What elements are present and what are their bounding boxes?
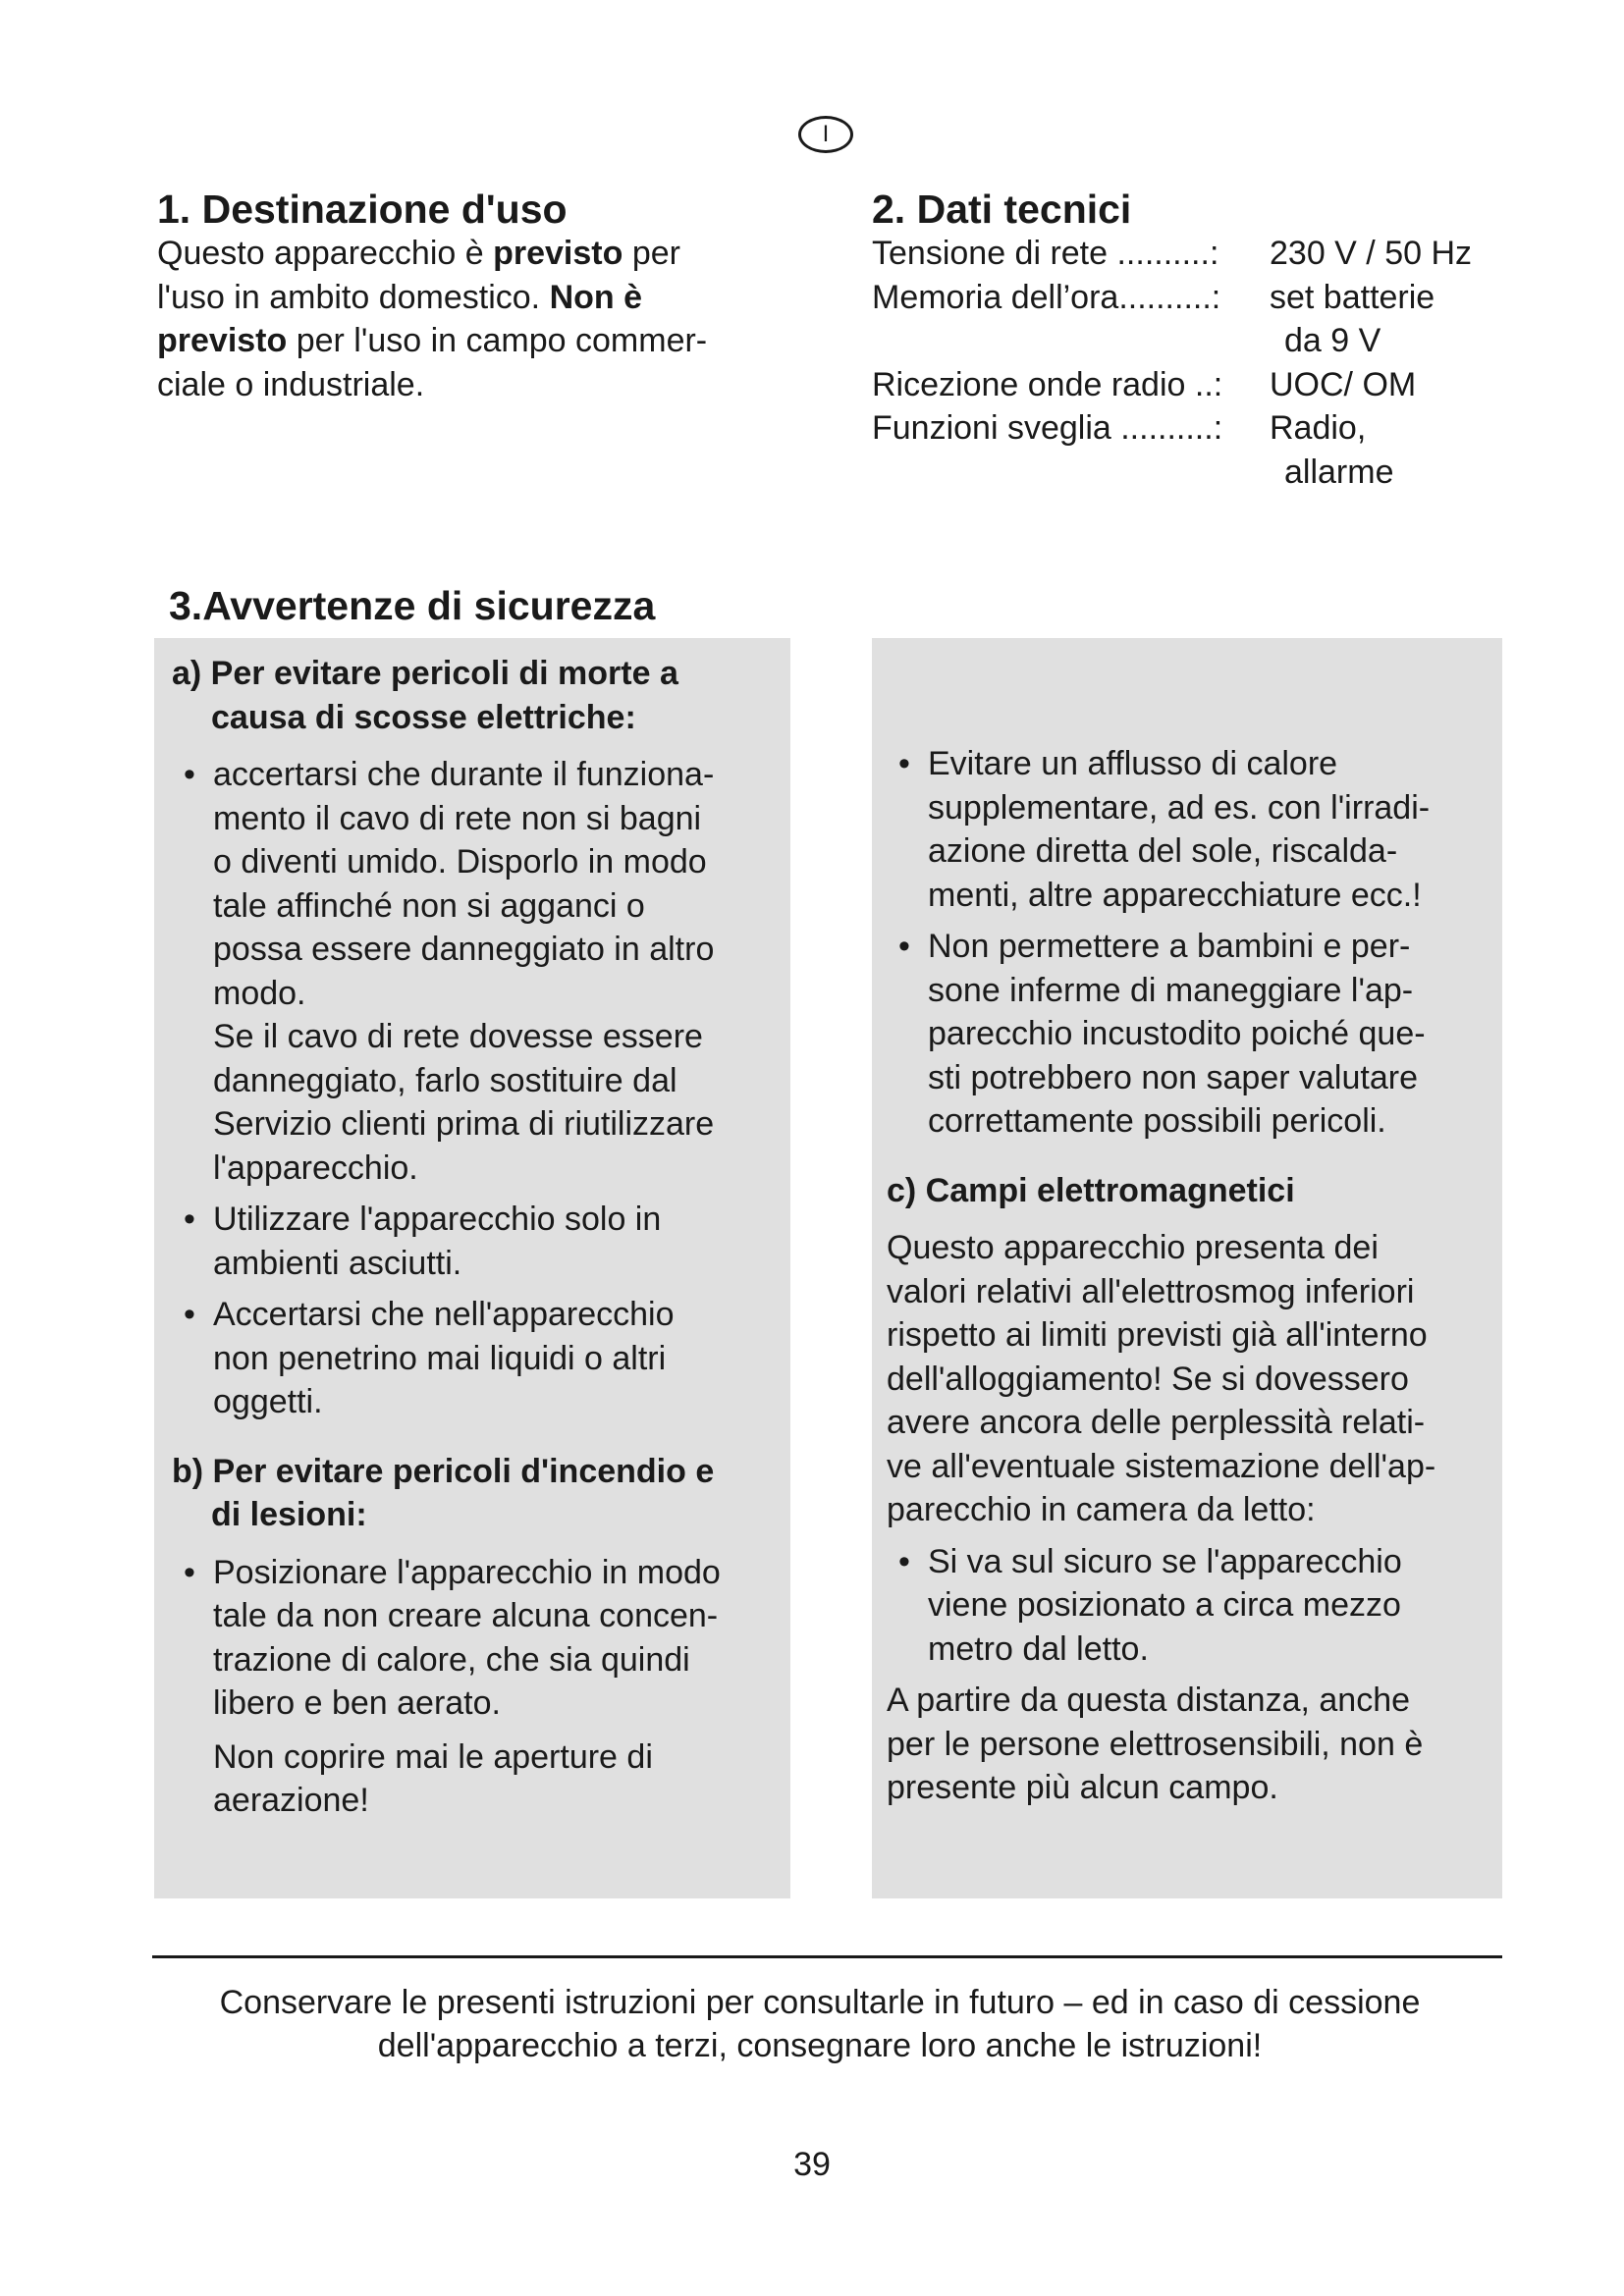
footer-line: Conservare le presenti istruzioni per consultarle in futuro – ed in caso di cessione [219, 1984, 1421, 2021]
line-text: menti, altre apparecchiature ecc.! [928, 876, 1422, 914]
bullet-item [887, 925, 1502, 1144]
spec-value: da 9 V [1284, 322, 1381, 359]
spec-row [872, 319, 1520, 363]
footer-divider [152, 1955, 1502, 1958]
bullet-icon: • [184, 1201, 195, 1238]
line-text: possa essere danneggiato in altro [213, 931, 715, 968]
line-text: Se il cavo di rete dovesse essere [213, 1018, 703, 1055]
emphasis-text: previsto [493, 235, 623, 272]
line-text: metro dal letto. [928, 1629, 1149, 1668]
line-text: mento il cavo di rete non si bagni [213, 799, 702, 837]
line-text: tale affinché non si agganci o [213, 886, 645, 925]
line-text: Evitare un afflusso di calore [928, 745, 1338, 782]
spec-row [872, 363, 1520, 407]
spec-row [872, 232, 1520, 276]
spec-value: Radio, [1270, 409, 1367, 447]
subheading [172, 652, 790, 739]
line-text: a) Per evitare pericoli di morte a [172, 655, 678, 692]
paragraph [887, 1226, 1502, 1532]
emphasis-text: Non è [549, 278, 643, 316]
bullet-icon: • [898, 745, 910, 782]
page-number: 39 [793, 2146, 831, 2183]
language-badge: I [798, 116, 853, 153]
line-text: sti potrebbero non saper valutare [928, 1058, 1418, 1096]
intended-use-line [157, 319, 785, 363]
section-3-header [169, 583, 655, 628]
spec-label: Funzioni sveglia ..........: [872, 409, 1223, 447]
subheading [172, 1450, 790, 1537]
section-3-title: 3.Avvertenze di sicurezza [169, 583, 656, 628]
line-text: di lesioni: [211, 1496, 367, 1533]
body-text: l'uso in ambito domestico. [157, 278, 550, 316]
section-technical-data [872, 187, 1520, 494]
body-text: per [623, 235, 680, 272]
bullet-item [887, 1540, 1502, 1672]
bullet-icon: • [898, 1542, 910, 1580]
line-text: avere ancora delle perplessità relati- [887, 1404, 1426, 1441]
line-text: tale da non creare alcuna concen- [213, 1597, 719, 1634]
spec-label: Ricezione onde radio ..: [872, 365, 1223, 403]
bullet-item [887, 742, 1502, 917]
line-text: aerazione! [213, 1782, 369, 1819]
line-text: b) Per evitare pericoli d'incendio e [172, 1452, 715, 1490]
spec-value: UOC/ OM [1270, 365, 1417, 403]
line-text: Utilizzare l'apparecchio solo in [213, 1201, 662, 1238]
indented-note [172, 1735, 790, 1823]
footer-line: dell'apparecchio a terzi, consegnare loro anche le istruzioni! [377, 2027, 1263, 2064]
line-text: viene posizionato a circa mezzo [928, 1586, 1401, 1624]
line-text: Si va sul sicuro se l'apparecchio [928, 1542, 1402, 1580]
line-text: A partire da questa distanza, anche [887, 1682, 1411, 1719]
line-text: accertarsi che durante il funziona- [213, 756, 715, 793]
section-1-text [157, 232, 785, 406]
bullet-item [172, 1293, 790, 1424]
line-text: Questo apparecchio presenta dei [887, 1229, 1379, 1266]
line-text: l'apparecchio. [213, 1148, 418, 1187]
line-text: non penetrino mai liquidi o altri [213, 1339, 667, 1377]
line-text: sone inferme di maneggiare l'ap- [928, 971, 1414, 1009]
intended-use-line [157, 232, 785, 276]
intended-use-line [157, 276, 785, 320]
spec-list [872, 232, 1520, 494]
bullet-item [172, 1551, 790, 1726]
safety-box-right [872, 638, 1502, 1898]
line-text: rispetto ai limiti previsti già all'interno [887, 1316, 1428, 1354]
spec-row [872, 406, 1520, 451]
bullet-item [172, 753, 790, 1190]
intended-use-line [157, 363, 785, 407]
line-text: supplementare, ad es. con l'irradi- [928, 788, 1431, 827]
footer-note [137, 1981, 1502, 2067]
line-text: presente più alcun campo. [887, 1769, 1278, 1806]
spec-label: Tensione di rete ..........: [872, 235, 1219, 272]
line-text: parecchio in camera da letto: [887, 1491, 1316, 1528]
line-text: ve all'eventuale sistemazione dell'ap- [887, 1447, 1436, 1485]
section-2-title: 2. Dati tecnici [872, 187, 1132, 232]
bullet-item [172, 1198, 790, 1285]
line-text: oggetti. [213, 1383, 323, 1420]
line-text: parecchio incustodito poiché que- [928, 1015, 1426, 1052]
body-text: ciale o industriale. [157, 365, 425, 403]
line-text: c) Campi elettromagnetici [887, 1171, 1295, 1209]
spec-row [872, 276, 1520, 320]
line-text: trazione di calore, che sia quindi [213, 1640, 690, 1679]
spec-value: set batterie [1270, 278, 1435, 316]
line-text: dell'alloggiamento! Se si dovessero [887, 1360, 1409, 1398]
spec-row [872, 451, 1520, 495]
bullet-icon: • [184, 756, 195, 793]
spec-label: Memoria dell’ora..........: [872, 278, 1221, 316]
subheading [887, 1169, 1502, 1213]
bullet-icon: • [184, 1296, 195, 1333]
bullet-icon: • [184, 1553, 195, 1591]
safety-box-left [154, 638, 790, 1898]
line-text: danneggiato, farlo sostituire dal [213, 1061, 677, 1099]
line-text: correttamente possibili pericoli. [928, 1102, 1386, 1140]
line-text: modo. [213, 974, 306, 1012]
body-text: per l'uso in campo commer- [287, 322, 708, 359]
bullet-icon: • [898, 928, 910, 965]
line-text: Non coprire mai le aperture di [213, 1737, 653, 1776]
line-text: Non permettere a bambini e per- [928, 928, 1411, 965]
body-text: Questo apparecchio è [157, 235, 494, 272]
line-text: Posizionare l'apparecchio in modo [213, 1553, 721, 1591]
line-text: ambienti asciutti. [213, 1244, 462, 1282]
line-text: Servizio clienti prima di riutilizzare [213, 1105, 715, 1143]
line-text: azione diretta del sole, riscalda- [928, 832, 1398, 870]
line-text: per le persone elettrosensibili, non è [887, 1725, 1424, 1763]
section-intended-use [157, 187, 785, 406]
paragraph [887, 1679, 1502, 1810]
section-1-title: 1. Destinazione d'uso [157, 187, 568, 232]
line-text: valori relativi all'elettrosmog inferiori [887, 1272, 1415, 1310]
spec-value: 230 V / 50 Hz [1270, 235, 1473, 272]
line-text: Accertarsi che nell'apparecchio [213, 1296, 675, 1333]
spec-value: allarme [1284, 453, 1394, 491]
line-text: o diventi umido. Disporlo in modo [213, 843, 707, 881]
line-text: libero e ben aerato. [213, 1684, 501, 1722]
line-text: causa di scosse elettriche: [211, 698, 636, 736]
emphasis-text: previsto [157, 322, 288, 359]
